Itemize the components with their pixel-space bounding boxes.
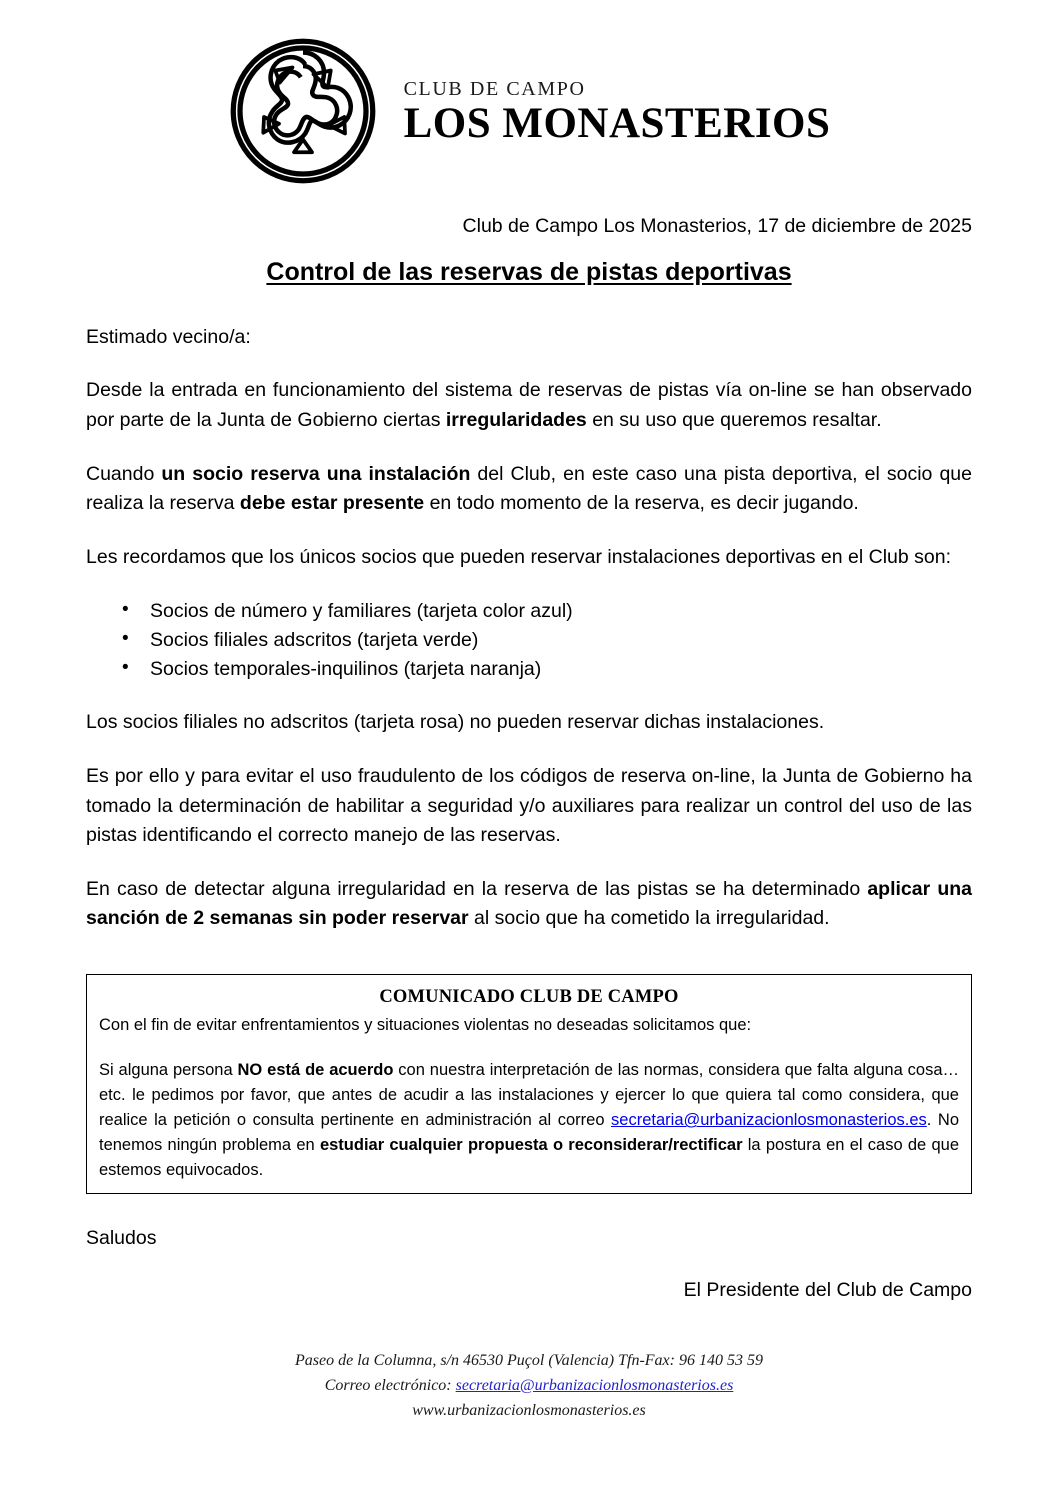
paragraph-irregularities xyxy=(86,376,972,435)
paragraph-presence-rule xyxy=(86,460,972,519)
p2-bold-1: un socio reserva una instalación xyxy=(161,462,471,485)
p1-part-b: en su uso que queremos resaltar. xyxy=(586,409,882,432)
page-title-text: Control de las reservas de pistas deportivas xyxy=(266,258,792,287)
p2-bold-2: debe estar presente xyxy=(239,492,425,515)
letter-body xyxy=(86,212,972,1305)
club-name: LOS MONASTERIOS xyxy=(403,99,831,147)
notice-part-d: la postura en el caso de que estemos equivocados. xyxy=(99,1136,960,1180)
signature-line: El Presidente del Club de Campo xyxy=(683,1278,972,1301)
dateline: Club de Campo Los Monasterios, 17 de diciembre de 2025 xyxy=(462,215,972,237)
p6-part-a: En caso de detectar alguna irregularidad en la reserva de las pistas se ha determinado xyxy=(86,877,868,900)
p1-bold: irregularidades xyxy=(445,409,587,432)
footer-email-row xyxy=(0,1374,1058,1399)
notice-box xyxy=(86,974,972,1194)
notice-lead: Con el fin de evitar enfrentamientos y situaciones violentas no deseadas solicitamos que: xyxy=(99,1016,752,1035)
greeting: Estimado vecino/a: xyxy=(86,325,251,348)
rosette-emblem-logo-icon xyxy=(228,36,378,186)
club-logo xyxy=(228,36,831,186)
paragraph-enforcement: Es por ello y para evitar el uso fraudulento de los códigos de reserva on-line, la Junta de Gobierno ha tomado la determinación de habilitar a seguridad y/o auxiliares para realizar un control del uso de las pistas identificando el correcto manejo de las reservas. xyxy=(86,764,972,847)
p1-part-a: Desde la entrada en funcionamiento del sistema de reservas de pistas vía on-line se han observado por parte de la Junta de Gobierno ciertas xyxy=(86,379,972,432)
paragraph-eligible-intro: Les recordamos que los únicos socios que pueden reservar instalaciones deportivas en el Club son: xyxy=(86,545,951,568)
club-logo-text xyxy=(404,78,831,145)
notice-part-c: . No tenemos ningún problema en xyxy=(99,1111,959,1155)
notice-bold-2: estudiar cualquier propuesta o reconsiderar/rectificar xyxy=(319,1136,743,1155)
notice-body xyxy=(99,1058,959,1183)
list-item: • Socios filiales adscritos (tarjeta verde) xyxy=(86,626,972,655)
list-item: • Socios temporales-inquilinos (tarjeta naranja) xyxy=(86,655,972,684)
p2-part-b: del Club, en este caso una pista deportiva, el socio que realiza la reserva xyxy=(86,462,972,515)
footer-address: Paseo de la Columna, s/n 46530 Puçol (Valencia) Tfn-Fax: 96 140 53 59 xyxy=(295,1352,763,1369)
footer-email-label: Correo electrónico: xyxy=(324,1376,456,1394)
footer-website: www.urbanizacionlosmonasterios.es xyxy=(412,1401,646,1419)
footer-email-link[interactable]: secretaria@urbanizacionlosmonasterios.es xyxy=(455,1376,734,1394)
notice-email-link[interactable]: secretaria@urbanizacionlosmonasterios.es xyxy=(611,1111,927,1130)
page-title xyxy=(86,256,972,289)
paragraph-sanction xyxy=(86,875,972,934)
notice-part-a: Si alguna persona xyxy=(99,1060,238,1079)
paragraph-non-eligible: Los socios filiales no adscritos (tarjeta rosa) no pueden reservar dichas instalaciones. xyxy=(86,711,825,734)
closing-salutation: Saludos xyxy=(86,1227,157,1250)
club-kicker: CLUB DE CAMPO xyxy=(403,77,586,100)
list-item: • Socios de número y familiares (tarjeta color azul) xyxy=(86,597,972,626)
letterhead xyxy=(0,36,1058,186)
p2-part-c: en todo momento de la reserva, es decir jugando. xyxy=(424,492,859,515)
p6-part-b: al socio que ha cometido la irregularidad. xyxy=(468,907,830,930)
notice-title: COMUNICADO CLUB DE CAMPO xyxy=(379,987,679,1008)
member-types-list xyxy=(86,597,972,685)
p2-part-a: Cuando xyxy=(86,462,162,485)
p6-bold: aplicar una sanción de 2 semanas sin poder reservar xyxy=(86,877,972,930)
notice-bold-1: NO está de acuerdo xyxy=(237,1060,394,1079)
notice-part-b: con nuestra interpretación de las normas, considera que falta alguna cosa…etc. le pedimos por favor, que antes de acudir a las instalaciones y ejercer lo que quiera tal como considera, que realice la petición o consulta pertinente en administración al correo xyxy=(99,1060,959,1130)
page-footer xyxy=(0,1349,1058,1423)
